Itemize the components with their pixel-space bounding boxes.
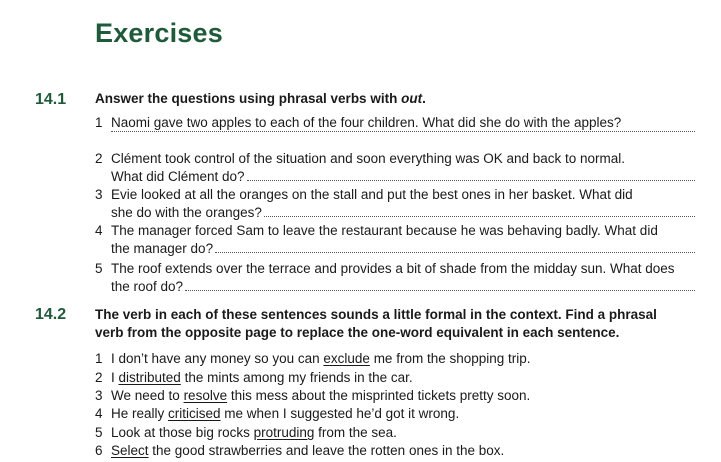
question-text-line2: the manager do? — [111, 241, 214, 256]
sentence-2 — [95, 369, 695, 387]
sentence-number: 4 — [95, 406, 103, 421]
question-text-line1: The manager forced Sam to leave the restaurant because he was behaving badly. What did — [111, 223, 658, 238]
exercise-instruction-14-2 — [95, 306, 695, 342]
question-text-line2: the roof do? — [111, 279, 184, 294]
instruction-text: Answer the questions using phrasal verbs with — [95, 91, 402, 106]
sentence-number: 5 — [95, 425, 103, 440]
instruction-end: . — [422, 91, 426, 106]
question-5 — [95, 260, 695, 296]
sentence-post: the mints among my friends in the car. — [180, 370, 413, 385]
underlined-verb: Select — [111, 443, 149, 458]
question-2 — [95, 150, 695, 186]
sentence-number: 1 — [95, 351, 103, 366]
question-1 — [95, 114, 695, 132]
question-3 — [95, 186, 695, 222]
answer-line[interactable] — [264, 204, 695, 217]
sentence-1 — [95, 350, 695, 368]
sentence-post: me when I suggested he’d got it wrong. — [220, 406, 460, 421]
question-text-line1: Clément took control of the situation and soon everything was OK and back to normal. — [111, 151, 626, 166]
sentence-pre: I don’t have any money so you can — [111, 351, 324, 366]
sentence-post: from the sea. — [314, 425, 397, 440]
question-text-line1: The roof extends over the terrace and provides a bit of shade from the midday sun. What does — [111, 261, 675, 276]
question-text: Naomi gave two apples to each of the four children. What did she do with the apples? — [111, 115, 622, 130]
question-number: 4 — [95, 223, 103, 238]
sentence-5 — [95, 424, 695, 442]
exercise-instruction-14-1 — [95, 90, 695, 108]
underlined-verb: exclude — [323, 351, 370, 366]
sentence-3 — [95, 387, 695, 405]
sentence-4 — [95, 405, 695, 423]
exercise-number-14-1: 14.1 — [35, 91, 67, 108]
question-number: 2 — [95, 151, 103, 166]
underlined-verb: resolve — [183, 388, 228, 403]
sentence-6 — [95, 442, 695, 460]
answer-line[interactable] — [215, 240, 695, 253]
question-text-line2: What did Clément do? — [111, 169, 245, 184]
underlined-verb: criticised — [168, 406, 221, 421]
answer-line[interactable] — [247, 168, 695, 181]
sentence-post: this mess about the misprinted tickets pretty soon. — [227, 388, 531, 403]
sentence-number: 3 — [95, 388, 103, 403]
sentence-pre: I — [111, 370, 119, 385]
question-number: 3 — [95, 187, 103, 202]
underlined-verb: protruding — [253, 425, 315, 440]
question-number: 1 — [95, 115, 103, 130]
question-number: 5 — [95, 261, 103, 276]
page-title: Exercises — [95, 18, 223, 48]
question-text-line2: she do with the oranges? — [111, 205, 262, 220]
sentence-pre: We need to — [111, 388, 184, 403]
question-4 — [95, 222, 695, 258]
answer-line[interactable] — [111, 131, 695, 132]
sentence-number: 6 — [95, 443, 103, 458]
answer-line[interactable] — [185, 278, 695, 291]
sentence-post: me from the shopping trip. — [369, 351, 531, 366]
underlined-verb: distributed — [118, 370, 181, 385]
question-text-line1: Evie looked at all the oranges on the stall and put the best ones in her basket. What did — [111, 187, 633, 202]
instruction-line2: verb from the opposite page to replace the one-word equivalent in each sentence. — [95, 325, 620, 340]
exercise-number-14-2: 14.2 — [35, 306, 67, 323]
sentence-post: the good strawberries and leave the rotten ones in the box. — [148, 443, 505, 458]
instruction-line1: The verb in each of these sentences sounds a little formal in the context. Find a phrasal — [95, 307, 657, 322]
sentence-pre: He really — [111, 406, 169, 421]
instruction-emphasis: out — [401, 91, 423, 106]
sentence-pre: Look at those big rocks — [111, 425, 254, 440]
sentence-number: 2 — [95, 370, 103, 385]
